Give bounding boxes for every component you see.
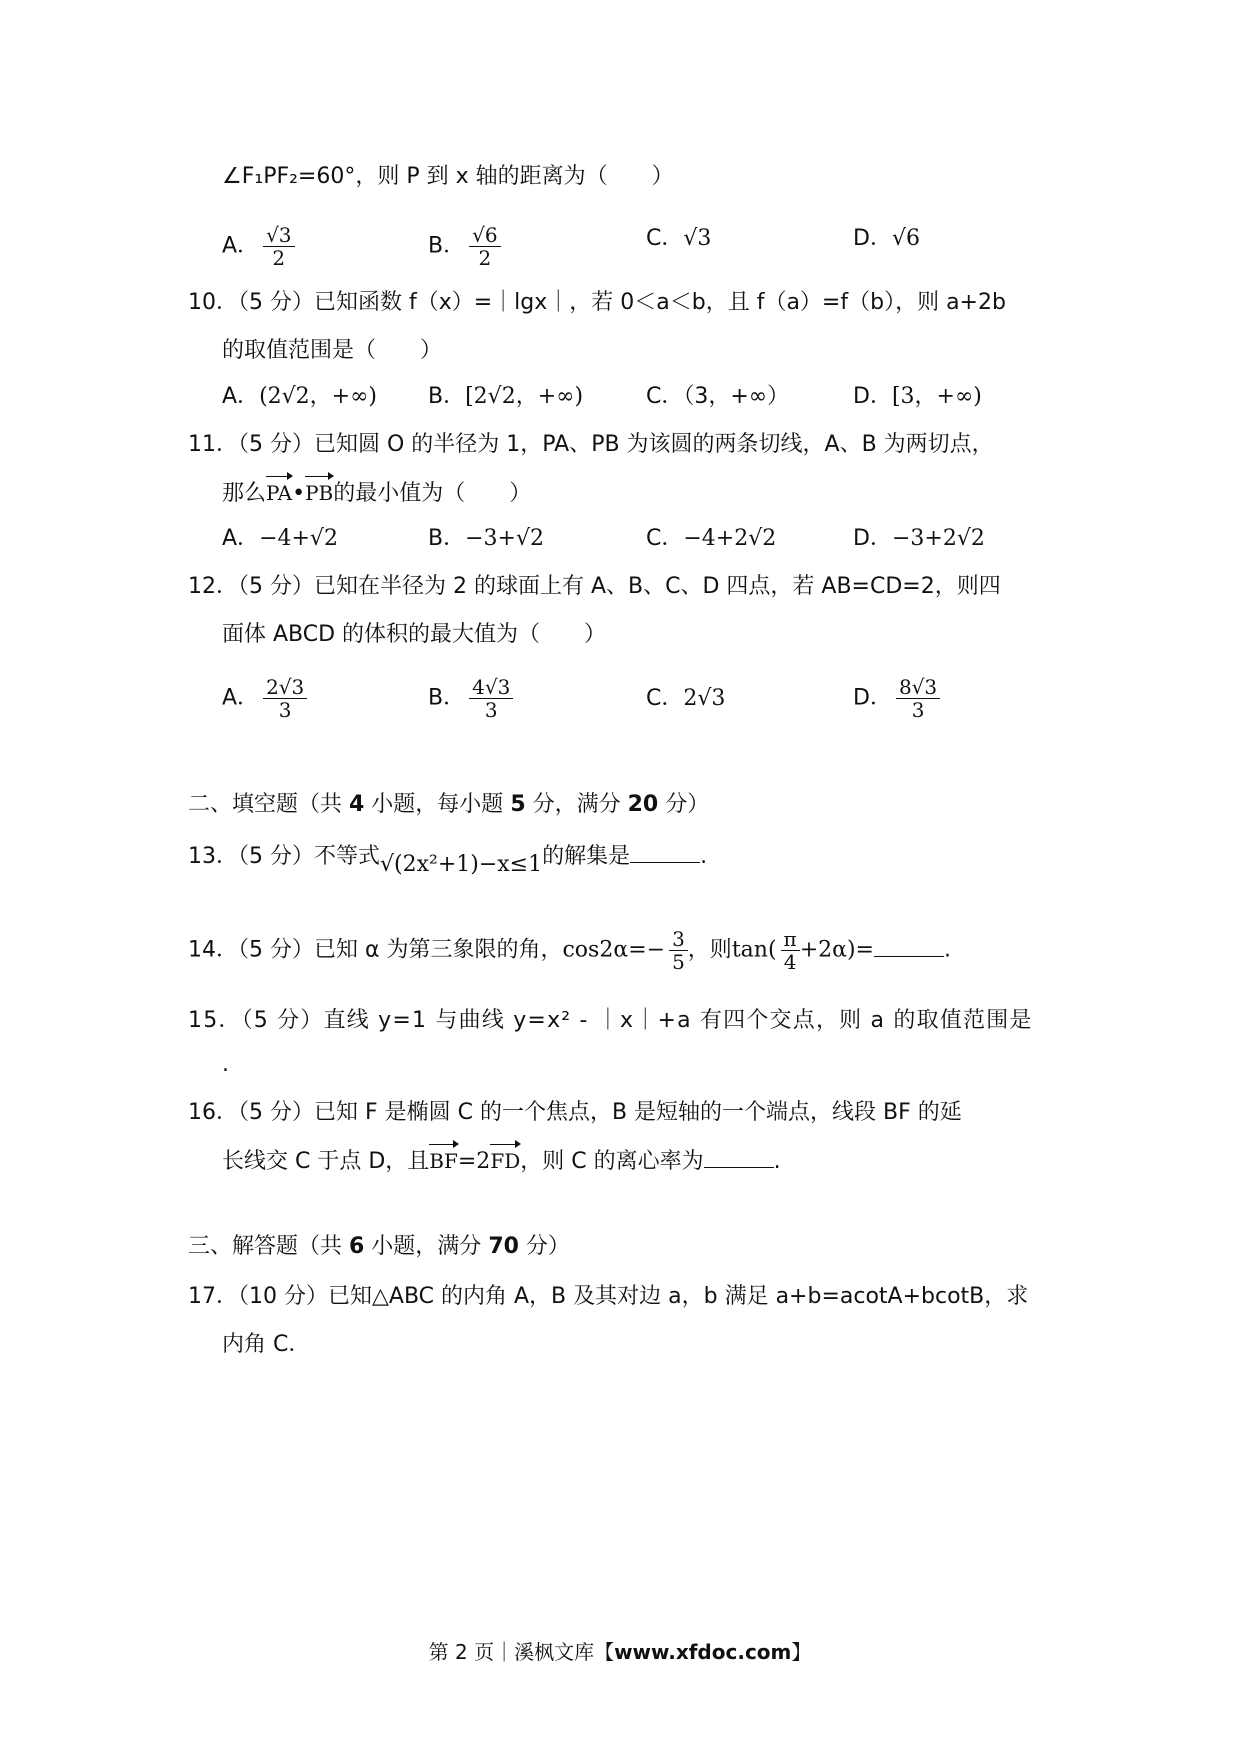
q12-option-a-den: 3 <box>278 698 292 722</box>
q12-option-a-label: A． <box>222 685 260 711</box>
section2-heading <box>188 790 709 820</box>
q10-option-c-label: C． <box>646 384 684 409</box>
q12-option-b-label: B． <box>428 685 466 711</box>
q10-option-b-value: [2√2，+∞) <box>465 384 584 409</box>
q10-option-d[interactable] <box>853 382 982 412</box>
q10-option-a[interactable] <box>222 382 377 412</box>
q17-line2: 内角 C． <box>222 1332 311 1357</box>
q9-option-a-den: 2 <box>272 246 286 270</box>
q11-option-c-value: −4+2√2 <box>683 526 777 551</box>
q16-line2 <box>222 1146 781 1177</box>
footer-close-bracket: 】 <box>791 1640 812 1664</box>
q14-pre: 14．（5 分）已知 α 为第三象限的角， <box>188 937 563 963</box>
q11-option-b-label: B． <box>428 526 466 551</box>
q13-expression: √(2x²+1)−x≤1 <box>380 852 543 877</box>
q15-line2: . <box>222 1052 229 1077</box>
section3-pre: 三、解答题（共 <box>188 1234 349 1259</box>
q11-option-d-value: −3+2√2 <box>891 526 985 551</box>
q12-line1: 12．（5 分）已知在半径为 2 的球面上有 A、B、C、D 四点，若 AB=CD=2，则四 <box>188 574 1001 599</box>
q14-answer-blank[interactable] <box>874 938 944 957</box>
q9-option-b-num: √6 <box>469 224 500 247</box>
q10-option-b[interactable] <box>428 382 583 412</box>
q9-option-c[interactable] <box>646 224 711 254</box>
q16-answer-blank[interactable] <box>704 1149 774 1168</box>
q12-option-c-value: 2√3 <box>683 686 726 711</box>
q13-end: . <box>700 844 708 869</box>
q11-option-c[interactable] <box>646 524 776 554</box>
q11-vector-pb: PB <box>305 478 333 508</box>
q10-option-a-label: A． <box>222 384 260 409</box>
footer-page-label: 第 2 页｜溪枫文库【 <box>428 1640 615 1664</box>
q11-line2 <box>222 478 531 509</box>
q14-tan-num: π <box>781 928 800 951</box>
q10-line2: 的取值范围是（ ） <box>222 338 443 363</box>
q12-option-a-num: 2√3 <box>263 676 307 699</box>
q14-tan-post: +2α)= <box>799 937 874 963</box>
q11-option-d-label: D． <box>853 526 892 551</box>
q9-option-b-label: B． <box>428 233 466 259</box>
q13-answer-blank[interactable] <box>630 844 700 863</box>
q14-cos-frac <box>669 928 688 973</box>
q14-tan-den: 4 <box>783 950 797 974</box>
section2-pre: 二、填空题（共 <box>188 792 349 817</box>
q13-pre: 13．（5 分）不等式 <box>188 844 380 869</box>
q10-option-b-label: B． <box>428 384 466 409</box>
q10-option-d-value: [3，+∞) <box>891 384 982 409</box>
q12-option-c-label: C． <box>646 686 684 711</box>
q12-option-d-den: 3 <box>911 698 925 722</box>
q12-line2: 面体 ABCD 的体积的最大值为（ ） <box>222 622 607 647</box>
q12-option-a[interactable] <box>222 676 307 721</box>
q12-option-b-num: 4√3 <box>469 676 513 699</box>
q9-option-c-value: √3 <box>683 226 712 251</box>
q9-option-c-label: C． <box>646 226 684 251</box>
q14-mid: ，则 <box>687 937 732 963</box>
q11-line2-post: 的最小值为（ ） <box>333 481 532 506</box>
q16-line2-pre: 长线交 C 于点 D，且 <box>222 1149 430 1174</box>
q9-option-b[interactable] <box>428 224 501 269</box>
q9-option-d-value: √6 <box>891 226 920 251</box>
section3-mid: 小题，满分 <box>364 1234 489 1259</box>
q11-vector-pa: PA <box>266 478 292 508</box>
q14-end: . <box>944 937 951 963</box>
q11-option-d[interactable] <box>853 524 985 554</box>
q11-dot: • <box>292 481 306 506</box>
section2-total: 20 <box>627 792 659 817</box>
q13-line <box>188 842 708 877</box>
q10-option-d-label: D． <box>853 384 892 409</box>
q16-end: . <box>773 1149 781 1174</box>
q10-option-c-value: （3，+∞） <box>683 384 790 409</box>
section3-post: 分） <box>518 1234 570 1259</box>
q14-line <box>188 928 951 973</box>
q12-option-d-num: 8√3 <box>896 676 940 699</box>
q9-option-a-num: √3 <box>263 224 294 247</box>
q9-option-a-label: A． <box>222 233 260 259</box>
q10-line1: 10．（5 分）已知函数 f（x）=｜lgx｜，若 0＜a＜b，且 f（a）=f（b），则 a+2b <box>188 290 1006 315</box>
q16-line1: 16．（5 分）已知 F 是椭圆 C 的一个焦点，B 是短轴的一个端点，线段 BF 的延 <box>188 1100 962 1125</box>
q16-vector-fd: FD <box>490 1146 520 1176</box>
q17-line1: 17．（10 分）已知△ABC 的内角 A，B 及其对边 a，b 满足 a+b=acotA+bcotB，求 <box>188 1284 1029 1309</box>
q12-option-b[interactable] <box>428 676 513 721</box>
q12-option-b-den: 3 <box>484 698 498 722</box>
q14-cos: cos2α=− <box>562 937 666 963</box>
q11-option-b[interactable] <box>428 524 544 554</box>
q14-tan: tan( <box>731 937 777 963</box>
q12-option-d-frac <box>896 676 940 721</box>
q14-cos-num: 3 <box>669 928 688 951</box>
q11-option-a-label: A． <box>222 526 260 551</box>
q15-line1: 15．（5 分）直线 y=1 与曲线 y=x² - ｜x｜+a 有四个交点，则 a 的取值范围是 <box>188 1008 1033 1033</box>
q10-option-c[interactable] <box>646 382 789 412</box>
q16-vector-bf: BF <box>429 1146 458 1176</box>
section3-count: 6 <box>349 1234 365 1259</box>
section2-post: 分） <box>658 792 710 817</box>
section2-each: 5 <box>510 792 526 817</box>
section3-heading <box>188 1232 570 1262</box>
q14-tan-frac <box>781 928 800 973</box>
q13-post: 的解集是 <box>542 844 631 869</box>
footer-url[interactable]: www.xfdoc.com <box>614 1640 792 1664</box>
q9-option-b-frac <box>469 224 500 269</box>
q11-line2-pre: 那么 <box>222 481 267 506</box>
q9-option-b-den: 2 <box>478 246 492 270</box>
q9-option-d[interactable] <box>853 224 920 254</box>
q11-option-c-label: C． <box>646 526 684 551</box>
section2-mid: 小题，每小题 <box>364 792 511 817</box>
q9-option-a-frac <box>263 224 294 269</box>
q9-tail: ∠F₁PF₂=60°，则 P 到 x 轴的距离为（ ） <box>222 164 674 189</box>
section2-count: 4 <box>349 792 365 817</box>
q12-option-c[interactable] <box>646 684 725 714</box>
section2-mid2: 分，满分 <box>525 792 628 817</box>
section3-total: 70 <box>488 1234 519 1259</box>
q9-option-a[interactable] <box>222 224 295 269</box>
q12-option-a-frac <box>263 676 307 721</box>
q11-line1: 11．（5 分）已知圆 O 的半径为 1，PA、PB 为该圆的两条切线，A、B 为两切点， <box>188 432 994 457</box>
q9-option-d-label: D． <box>853 226 892 251</box>
q11-option-a-value: −4+√2 <box>259 526 338 551</box>
q12-option-d[interactable] <box>853 676 940 721</box>
q16-line2-post: ，则 C 的离心率为 <box>520 1149 704 1174</box>
q11-option-a[interactable] <box>222 524 338 554</box>
q12-option-b-frac <box>469 676 513 721</box>
page-footer <box>0 1636 1240 1665</box>
q10-option-a-value: (2√2，+∞) <box>259 384 378 409</box>
q16-eq: =2 <box>457 1149 491 1174</box>
q11-option-b-value: −3+√2 <box>465 526 544 551</box>
q14-cos-den: 5 <box>672 950 685 974</box>
q12-option-d-label: D． <box>853 685 892 711</box>
